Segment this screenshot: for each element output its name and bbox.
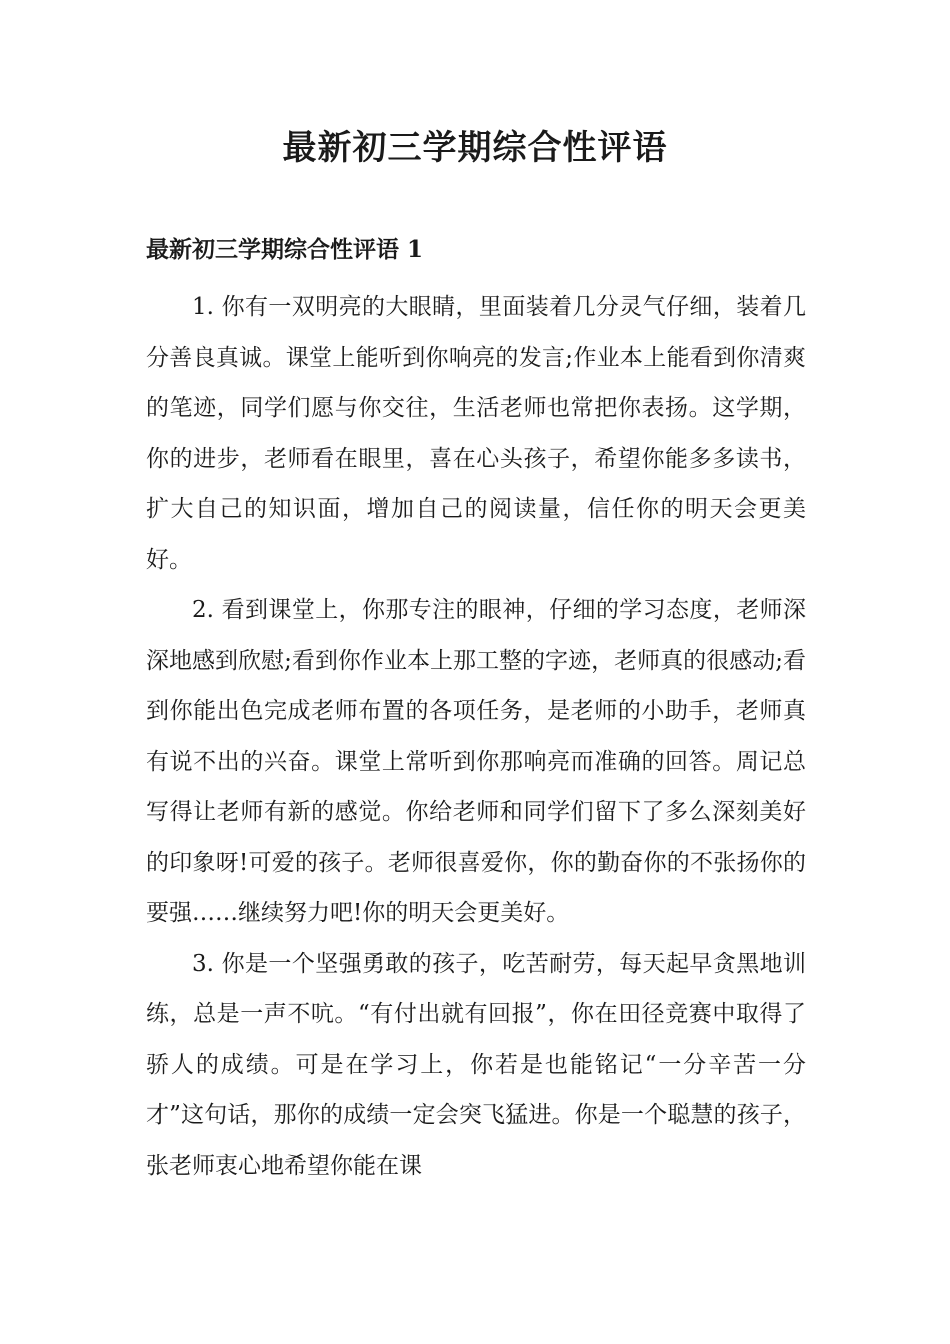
paragraph-1: 1. 你有一双明亮的大眼睛，里面装着几分灵气仔细，装着几分善良真诚。课堂上能听到你响亮的发言;作业本上能看到你清爽的笔迹，同学们愿与你交往，生活老师也常把你表扬。这学期，你的进步，老师看在眼里，喜在心头孩子，希望你能多多读书，扩大自己的知识面，增加自己的阅读量，信任你的明天会更美好。 — [146, 294, 806, 573]
document-body — [146, 282, 806, 1191]
paragraph-3: 3. 你是一个坚强勇敢的孩子，吃苦耐劳，每天起早贪黑地训练，总是一声不吭。“有付出就有回报”，你在田径竞赛中取得了骄人的成绩。可是在学习上，你若是也能铭记“一分辛苦一分才”这句话，那你的成绩一定会突飞猛进。你是一个聪慧的孩子，张老师衷心地希望你能在课 — [146, 950, 806, 1179]
document-title: 最新初三学期综合性评语 — [282, 128, 668, 168]
section-heading: 最新初三学期综合性评语 1 — [146, 236, 424, 263]
paragraph-2: 2. 看到课堂上，你那专注的眼神，仔细的学习态度，老师深深地感到欣慰;看到你作业本上那工整的字迹，老师真的很感动;看到你能出色完成老师布置的各项任务，是老师的小助手，老师真有说不出的兴奋。课堂上常听到你那响亮而准确的回答。周记总写得让老师有新的感觉。你给老师和同学们留下了多么深刻美好的印象呀!可爱的孩子。老师很喜爱你，你的勤奋你的不张扬你的要强……继续努力吧!你的明天会更美好。 — [146, 597, 806, 926]
